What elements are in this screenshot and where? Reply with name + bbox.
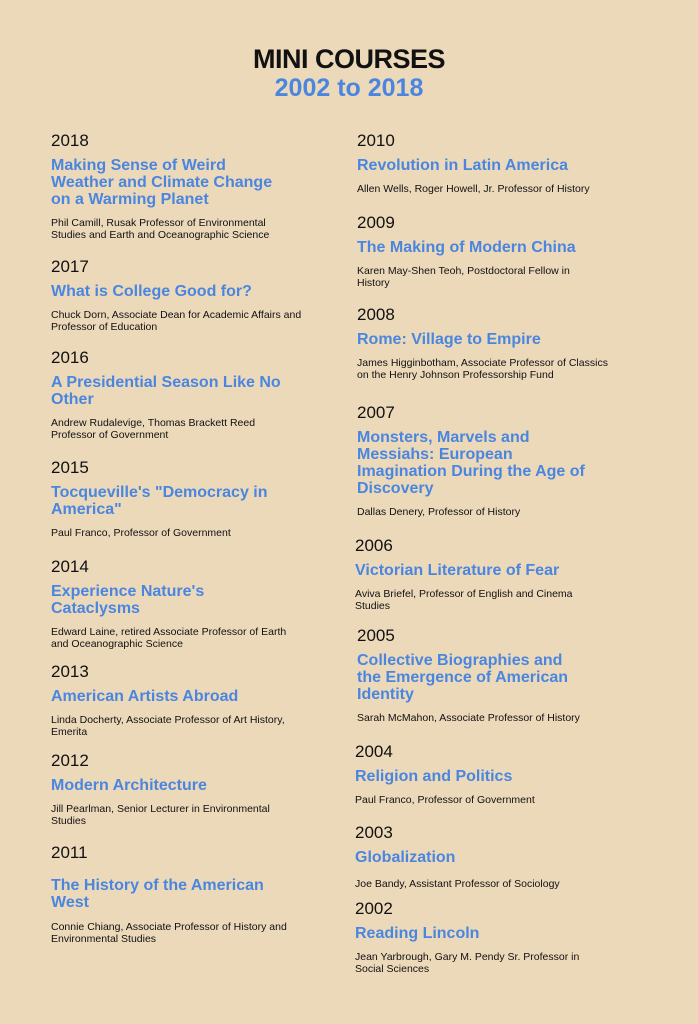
course-instructor: Jean Yarbrough, Gary M. Pendy Sr. Professor in Social Sciences (355, 951, 580, 975)
course-instructor: Dallas Denery, Professor of History (357, 506, 521, 518)
course-entry (51, 131, 286, 241)
course-title: The Making of Modern China (357, 239, 576, 256)
course-title: American Artists Abroad (51, 688, 239, 705)
course-year: 2010 (357, 131, 395, 150)
course-instructor: Aviva Briefel, Professor of English and Cinema Studies (355, 588, 573, 612)
course-entry (51, 557, 287, 650)
course-title: Tocqueville's "Democracy in America" (51, 484, 268, 518)
course-year: 2018 (51, 131, 89, 150)
page-title: MINI COURSES (252, 44, 446, 74)
course-title: The History of the American West (51, 877, 264, 911)
course-instructor: Joe Bandy, Assistant Professor of Sociology (355, 878, 560, 890)
course-title: A Presidential Season Like No Other (51, 374, 281, 408)
course-instructor: Allen Wells, Roger Howell, Jr. Professor of History (357, 183, 590, 195)
course-entry (357, 305, 622, 381)
course-title: Revolution in Latin America (357, 157, 568, 174)
course-title: Religion and Politics (355, 768, 513, 785)
course-title: Monsters, Marvels and Messiahs: European Imagination During the Age of Discovery (357, 429, 585, 497)
course-entry (51, 348, 291, 441)
course-title: Making Sense of Weird Weather and Climate Change on a Warming Planet (51, 157, 273, 208)
course-year: 2012 (51, 751, 89, 770)
course-entry (355, 742, 615, 806)
course-instructor: Jill Pearlman, Senior Lecturer in Environmental Studies (51, 803, 270, 827)
course-entry (357, 213, 617, 289)
course-entry (357, 131, 617, 195)
course-entry (355, 899, 605, 975)
course-instructor: Sarah McMahon, Associate Professor of History (357, 712, 580, 724)
course-year: 2015 (51, 458, 89, 477)
course-instructor: Andrew Rudalevige, Thomas Brackett Reed Professor of Government (51, 417, 256, 441)
course-year: 2002 (355, 899, 393, 918)
course-entry (51, 257, 306, 333)
course-instructor: Linda Docherty, Associate Professor of Art History, Emerita (51, 714, 285, 738)
course-entry (51, 458, 286, 539)
course-year: 2009 (357, 213, 395, 232)
course-year: 2003 (355, 823, 393, 842)
course-entry (51, 662, 306, 738)
course-entry (355, 823, 615, 890)
course-year: 2006 (355, 536, 393, 555)
course-entry (51, 751, 306, 827)
course-instructor: Karen May-Shen Teoh, Postdoctoral Fellow in History (357, 265, 570, 289)
course-instructor: Connie Chiang, Associate Professor of History and Environmental Studies (51, 921, 287, 945)
course-year: 2007 (357, 403, 395, 422)
course-instructor: Edward Laine, retired Associate Professor of Earth and Oceanographic Science (51, 626, 287, 650)
page-header (0, 44, 698, 102)
course-title: Collective Biographies and the Emergence of American Identity (357, 652, 569, 703)
course-instructor: Paul Franco, Professor of Government (355, 794, 535, 806)
course-title: Rome: Village to Empire (357, 331, 541, 348)
course-entry (51, 843, 301, 945)
course-title: Modern Architecture (51, 777, 207, 794)
course-entry (357, 403, 592, 518)
course-year: 2004 (355, 742, 393, 761)
course-title: Victorian Literature of Fear (355, 562, 560, 579)
course-year: 2013 (51, 662, 89, 681)
course-instructor: Phil Camill, Rusak Professor of Environmental Studies and Earth and Oceanographic Science (51, 217, 270, 241)
course-instructor: Chuck Dorn, Associate Dean for Academic Affairs and Professor of Education (51, 309, 302, 333)
page-subtitle: 2002 to 2018 (274, 74, 424, 102)
course-year: 2017 (51, 257, 89, 276)
course-instructor: James Higginbotham, Associate Professor of Classics on the Henry Johnson Professorship Fund (357, 357, 608, 381)
course-entry (357, 626, 580, 724)
course-year: 2014 (51, 557, 89, 576)
course-entry (355, 536, 615, 612)
course-year: 2016 (51, 348, 89, 367)
course-year: 2008 (357, 305, 395, 324)
course-title: Globalization (355, 849, 456, 866)
course-title: Reading Lincoln (355, 925, 480, 942)
course-year: 2005 (357, 626, 395, 645)
course-title: What is College Good for? (51, 283, 252, 300)
course-instructor: Paul Franco, Professor of Government (51, 527, 231, 539)
course-year: 2011 (51, 843, 88, 862)
course-title: Experience Nature's Cataclysms (51, 583, 205, 617)
